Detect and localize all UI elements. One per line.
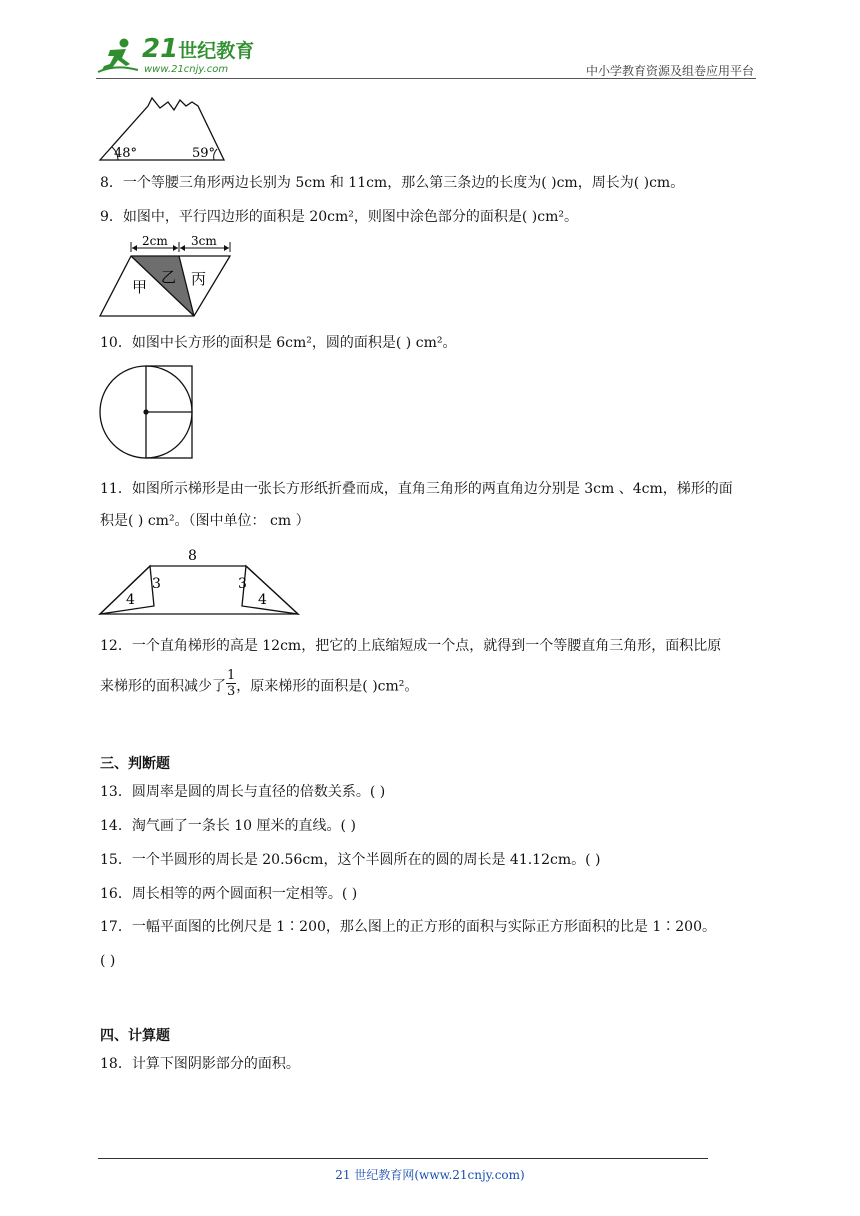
header-divider bbox=[96, 78, 756, 79]
question-12-text-a: 来梯形的面积减少了 bbox=[100, 678, 226, 695]
question-10: 10．如图中长方形的面积是 6cm²，圆的面积是( ) cm²。 bbox=[100, 335, 457, 351]
question-12-line-2 bbox=[100, 668, 419, 699]
figure-q11-folded-trapezoid bbox=[98, 544, 302, 618]
fraction-one-third bbox=[226, 668, 236, 699]
logo-text: 世纪教育 bbox=[178, 40, 255, 62]
logo-url: www.21cnjy.com bbox=[144, 64, 229, 75]
question-8: 8．一个等腰三角形两边长别为 5cm 和 11cm，那么第三条边的长度为( )cm，周长为( )cm。 bbox=[100, 175, 685, 191]
question-9: 9．如图中，平行四边形的面积是 20cm²，则图中涂色部分的面积是( )cm²。 bbox=[100, 209, 579, 225]
region-yi-label: 乙 bbox=[161, 268, 177, 286]
section-4-title: 四、计算题 bbox=[100, 1028, 170, 1044]
header-logo bbox=[96, 34, 266, 78]
figure-q10-circle-rectangle bbox=[98, 364, 198, 460]
question-12-text-b: ，原来梯形的面积是( )cm²。 bbox=[236, 678, 419, 695]
question-13: 13．圆周率是圆的周长与直径的倍数关系。( ) bbox=[100, 784, 386, 800]
dimension-2cm: 2cm bbox=[142, 234, 168, 248]
region-jia-label: 甲 bbox=[132, 278, 148, 296]
runner-logo-icon bbox=[96, 36, 140, 76]
logo-number: 21 bbox=[142, 34, 179, 64]
question-11-line-1: 11．如图所示梯形是由一张长方形纸折叠而成，直角三角形的两直角边分别是 3cm 、4cm，梯形的面 bbox=[100, 481, 733, 497]
question-15: 15．一个半圆形的周长是 20.56cm，这个半圆所在的圆的周长是 41.12cm。( ) bbox=[100, 852, 601, 868]
question-18: 18．计算下图阴影部分的面积。 bbox=[100, 1056, 300, 1072]
question-11-line-2: 积是( ) cm²。（图中单位： cm ） bbox=[100, 513, 310, 529]
region-bing-label: 丙 bbox=[191, 270, 207, 288]
angle-right-label: 59° bbox=[192, 146, 216, 161]
dimension-3cm: 3cm bbox=[191, 234, 217, 248]
question-12-line-1: 12．一个直角梯形的高是 12cm，把它的上底缩短成一个点，就得到一个等腰直角三角形，面积比原 bbox=[100, 638, 722, 654]
left-fold-base: 4 bbox=[126, 592, 135, 608]
right-fold-base: 4 bbox=[258, 592, 267, 608]
question-17-line-2: ( ) bbox=[100, 953, 116, 969]
header-platform-text: 中小学教育资源及组卷应用平台 bbox=[585, 64, 754, 78]
footer-divider bbox=[98, 1158, 708, 1159]
section-3-title: 三、判断题 bbox=[100, 756, 170, 772]
footer-text: 21 世纪教育网(www.21cnjy.com) bbox=[335, 1168, 525, 1182]
question-14: 14．淘气画了一条长 10 厘米的直线。( ) bbox=[100, 818, 356, 834]
question-16: 16．周长相等的两个圆面积一定相等。( ) bbox=[100, 886, 358, 902]
angle-left-label: 48° bbox=[114, 146, 138, 161]
fraction-denominator: 3 bbox=[227, 684, 236, 699]
right-fold-height: 3 bbox=[238, 576, 247, 592]
question-17-line-1: 17．一幅平面图的比例尺是 1∶200，那么图上的正方形的面积与实际正方形面积的比是 1∶200。 bbox=[100, 919, 716, 935]
fraction-numerator: 1 bbox=[227, 668, 236, 683]
trapezoid-top-length: 8 bbox=[188, 548, 197, 564]
figure-q9-parallelogram bbox=[98, 232, 232, 322]
figure-q7-torn-triangle bbox=[96, 96, 230, 164]
left-fold-height: 3 bbox=[152, 576, 161, 592]
